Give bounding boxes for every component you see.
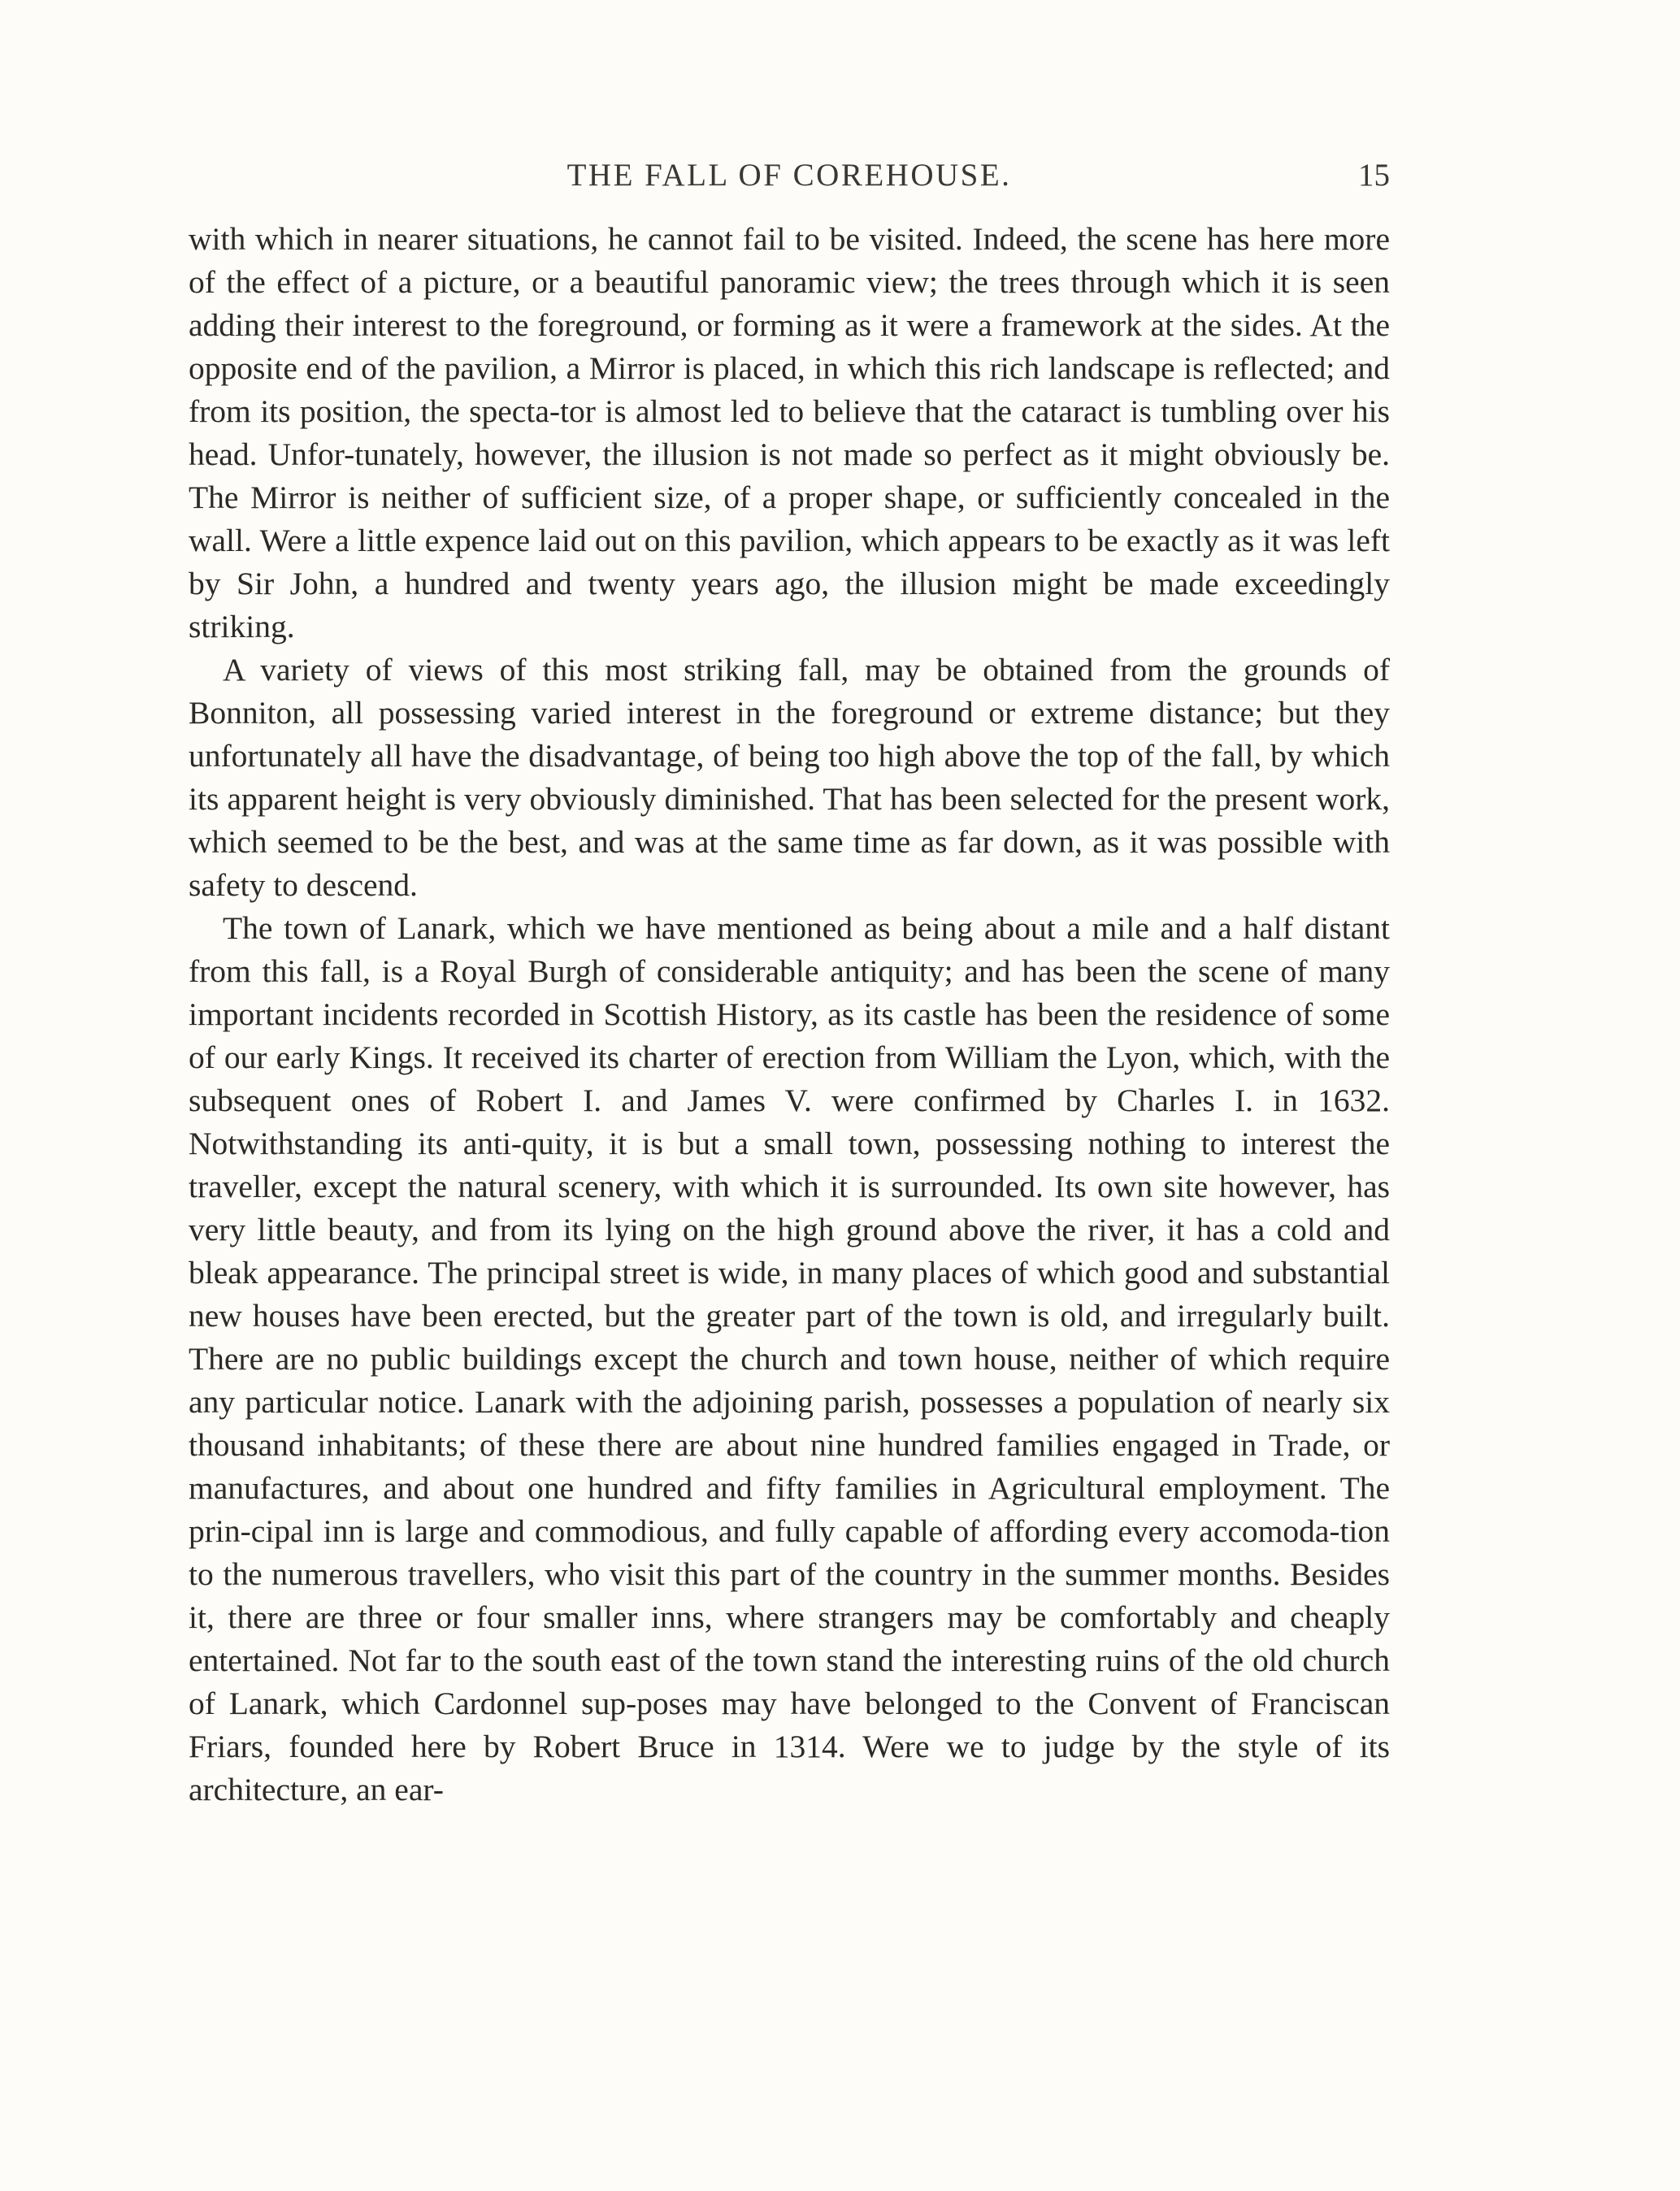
page-number: 15 bbox=[1358, 158, 1390, 193]
running-head bbox=[189, 153, 1390, 198]
body-text bbox=[189, 218, 1390, 1811]
paragraph-town-of-lanark: The town of Lanark, which we have mentioned as being about a mile and a half distant from this fall, is a Royal Burgh of considerable antiquity; and has been the scene of many important incidents recorded in Scottish History, as its castle has been the residence of some of our early Kings. It received its charter of erection from William the Lyon, which, with the subsequent ones of Robert I. and James V. were confirmed by Charles I. in 1632. Notwithstanding its anti-quity, it is but a small town, possessing nothing to interest the traveller, except the natural scenery, with which it is surrounded. Its own site however, has very little beauty, and from its lying on the high ground above the river, it has a cold and bleak appearance. The principal street is wide, in many places of which good and substantial new houses have been erected, but the greater part of the town is old, and irregularly built. There are no public buildings except the church and town house, neither of which require any particular notice. Lanark with the adjoining parish, possesses a population of nearly six thousand inhabitants; of these there are about nine hundred families engaged in Trade, or manufactures, and about one hundred and fifty families in Agricultural employment. The prin-cipal inn is large and commodious, and fully capable of affording every accomoda-tion to the numerous travellers, who visit this part of the country in the summer months. Besides it, there are three or four smaller inns, where strangers may be comfortably and cheaply entertained. Not far to the south east of the town stand the interesting ruins of the old church of Lanark, which Cardonnel sup-poses may have belonged to the Convent of Franciscan Friars, founded here by Robert Bruce in 1314. Were we to judge by the style of its architecture, an ear- bbox=[189, 910, 1390, 1807]
paragraph-continuation: with which in nearer situations, he cannot fail to be visited. Indeed, the scene has here more of the effect of a picture, or a beautiful panoramic view; the trees through which it is seen adding their interest to the foreground, or forming as it were a framework at the sides. At the opposite end of the pavilion, a Mirror is placed, in which this rich landscape is reflected; and from its position, the specta-tor is almost led to believe that the cataract is tumbling over his head. Unfor-tunately, however, the illusion is not made so perfect as it might obviously be. The Mirror is neither of sufficient size, of a proper shape, or sufficiently concealed in the wall. Were a little expence laid out on this pavilion, which appears to be exactly as it was left by Sir John, a hundred and twenty years ago, the illusion might be made exceedingly striking. bbox=[189, 221, 1390, 644]
running-title: THE FALL OF COREHOUSE. bbox=[567, 158, 1012, 193]
paragraph-views-of-fall: A variety of views of this most striking fall, may be obtained from the grounds of Bonniton, all possessing varied interest in the foreground or extreme distance; but they unfortunately all have the disadvantage, of being too high above the top of the fall, by which its apparent height is very obviously diminished. That has been selected for the present work, which seemed to be the best, and was at the same time as far down, as it was possible with safety to descend. bbox=[189, 652, 1390, 903]
